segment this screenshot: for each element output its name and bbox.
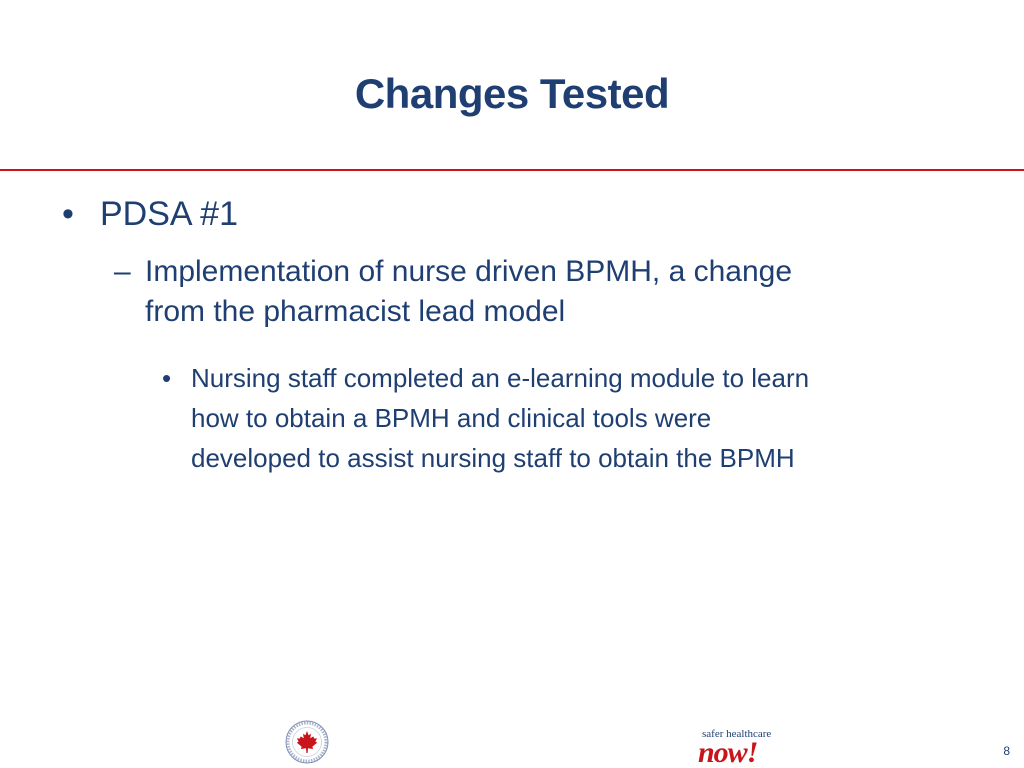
page-number: 8 [1003,744,1010,758]
logo-wordmark: now! [698,736,758,768]
bullet-line: from the pharmacist lead model [145,295,566,328]
bullet-line: Nursing staff completed an e-learning module to learn [191,363,810,393]
dash-marker: – [114,255,131,288]
bullet-text [145,252,945,332]
logo-tagline: safer healthcare [702,728,772,740]
bullet-line: developed to assist nursing staff to obtain the BPMH [191,443,795,473]
maple-leaf-seal-icon [280,719,334,765]
bullet-text: PDSA #1 [100,195,238,233]
bullet-text [191,358,961,478]
slide-title: Changes Tested [354,70,670,117]
bullet-line: Implementation of nurse driven BPMH, a change [145,255,793,288]
safer-healthcare-now-logo [698,722,782,768]
title-divider [0,169,1024,171]
bullet-line: how to obtain a BPMH and clinical tools were [191,403,712,433]
bullet-marker: • [62,195,74,233]
bullet-marker: • [162,363,172,393]
